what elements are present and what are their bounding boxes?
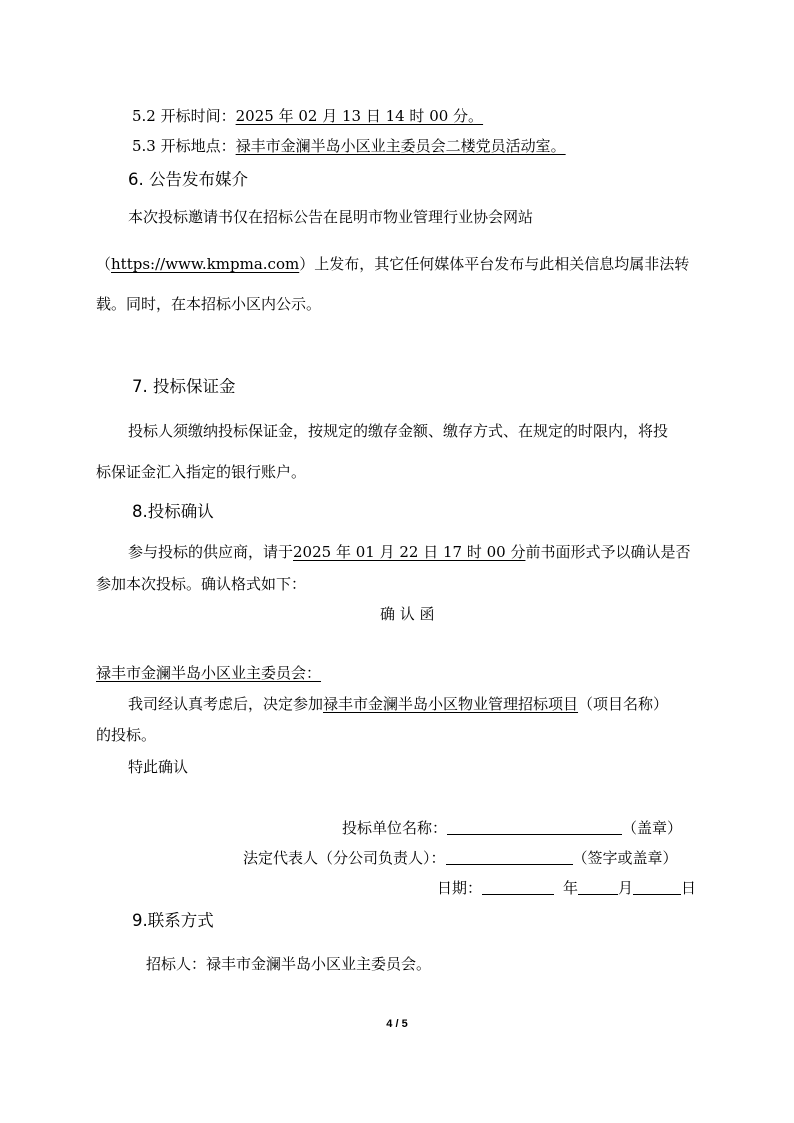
letter-body-post: （项目名称）: [578, 695, 669, 713]
legal-rep-label: 法定代表人（分公司负责人）：: [243, 849, 446, 867]
letter-project-name: 禄丰市金澜半岛小区物业管理招标项目: [323, 695, 579, 713]
section-6-heading: 6. 公告发布媒介: [128, 170, 248, 189]
month-blank[interactable]: [578, 880, 618, 895]
year-blank[interactable]: [482, 880, 554, 895]
section-9-line1: 招标人：禄丰市金澜半岛小区业主委员会。: [146, 955, 432, 973]
legal-rep-suffix: （签字或盖章）: [572, 849, 678, 867]
section-7-line1: 投标人须缴纳投标保证金，按规定的缴存金额、缴存方式、在规定的时限内，将投: [128, 422, 669, 440]
section-9-heading: 9.联系方式: [132, 911, 214, 930]
open-time-value: 2025 年 02 月 13 日 14 时 00 分。: [235, 107, 484, 125]
confirm-deadline: 2025 年 01 月 22 日 17 时 00 分: [293, 543, 526, 561]
section-6-line2: [96, 254, 689, 274]
unit-name-line: [342, 818, 682, 838]
open-location-line: [132, 136, 566, 156]
paren-open: （: [96, 255, 112, 273]
open-time-label: 5.2 开标时间：: [132, 107, 236, 125]
unit-name-blank[interactable]: [447, 820, 622, 835]
letter-closing: 特此确认: [128, 758, 189, 776]
letter-body-pre: 我司经认真考虑后，决定参加: [128, 695, 324, 713]
day-label: 日: [681, 879, 697, 897]
section-8-line1-post: 前书面形式予以确认是否: [525, 543, 691, 561]
section-6-line2-rest: ）上发布，其它任何媒体平台发布与此相关信息均属非法转: [299, 255, 690, 273]
section-8-heading: 8.投标确认: [132, 502, 214, 521]
website-link[interactable]: https://www.kmpma.com: [111, 255, 300, 273]
open-location-value: 禄丰市金澜半岛小区业主委员会二楼党员活动室。: [235, 137, 566, 155]
date-label: 日期：: [437, 879, 483, 897]
section-8-line1: [128, 542, 690, 562]
open-time-line: [132, 106, 483, 126]
month-label: 月: [618, 879, 634, 897]
legal-rep-blank[interactable]: [446, 850, 573, 865]
legal-rep-line: [243, 848, 678, 868]
letter-body-line2: 的投标。: [96, 726, 157, 744]
letter-title: 确 认 函: [380, 605, 435, 623]
unit-name-suffix: （盖章）: [622, 819, 683, 837]
section-7-line2: 标保证金汇入指定的银行账户。: [96, 463, 307, 481]
open-location-label: 5.3 开标地点：: [132, 137, 236, 155]
section-6-line3: 载。同时，在本招标小区内公示。: [96, 295, 322, 313]
date-line: [437, 878, 696, 898]
day-blank[interactable]: [633, 880, 681, 895]
year-label: 年: [563, 879, 579, 897]
section-8-line2: 参加本次投标。确认格式如下：: [96, 575, 307, 593]
letter-body-line1: [128, 694, 668, 714]
section-8-line1-pre: 参与投标的供应商，请于: [128, 543, 294, 561]
page-number: 4 / 5: [386, 1018, 408, 1030]
section-7-heading: 7. 投标保证金: [132, 377, 236, 396]
letter-addressee: 禄丰市金澜半岛小区业主委员会：: [96, 664, 322, 682]
unit-name-label: 投标单位名称：: [342, 819, 448, 837]
section-6-line1: 本次投标邀请书仅在招标公告在昆明市物业管理行业协会网站: [128, 208, 534, 226]
